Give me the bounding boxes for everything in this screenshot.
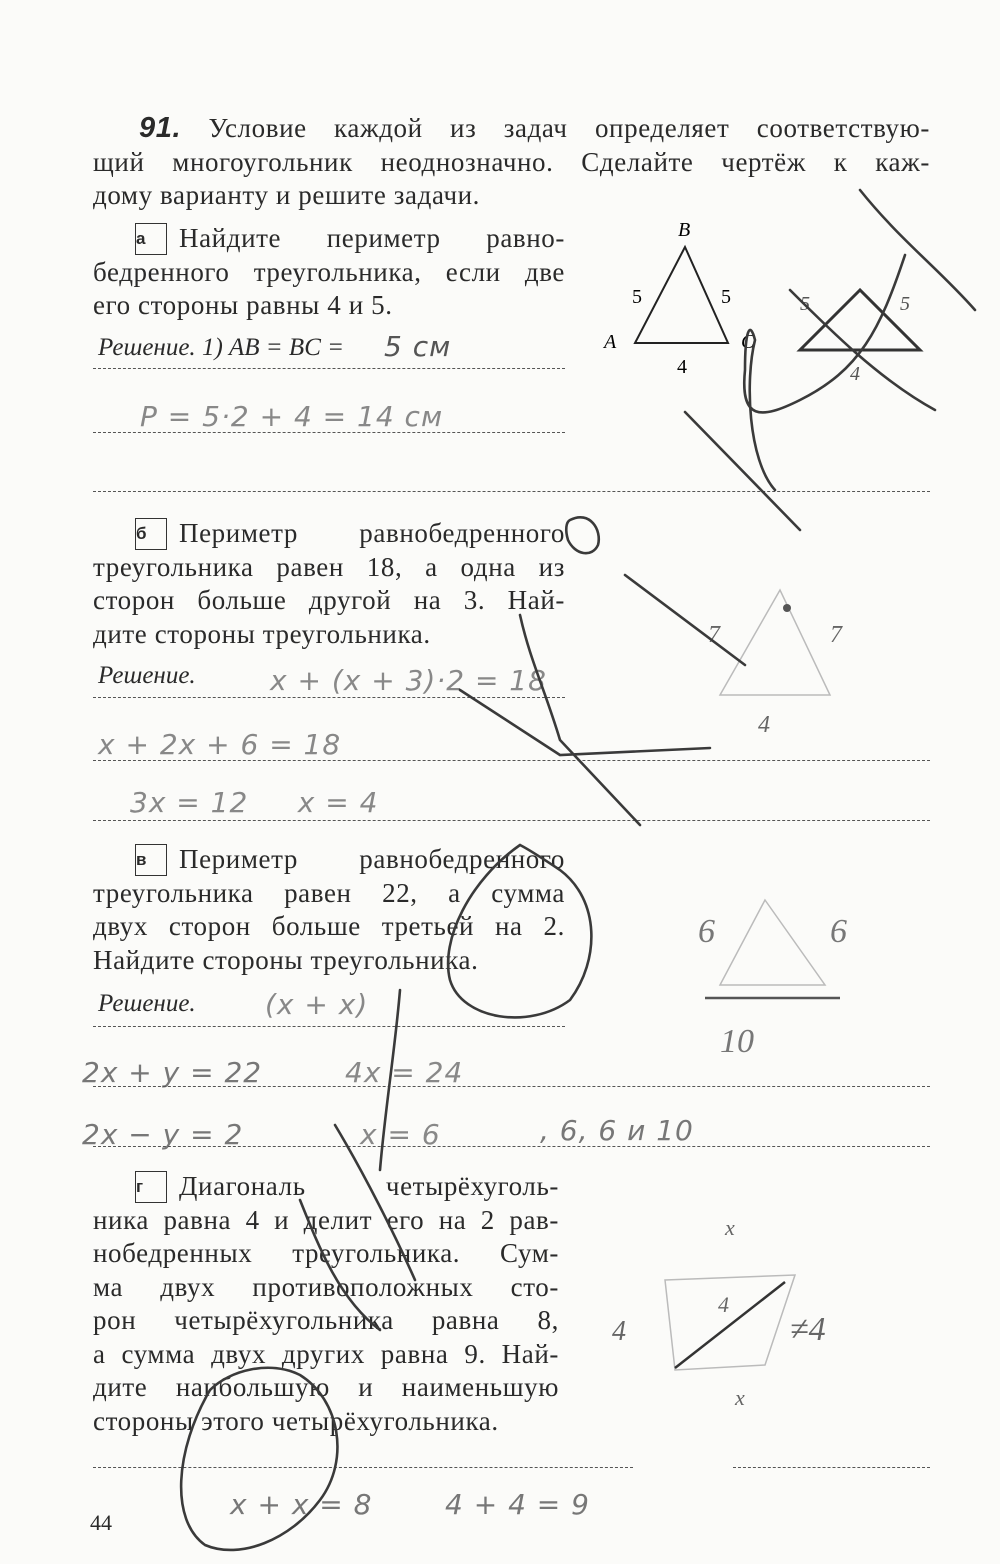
answer-line xyxy=(93,1086,930,1087)
side-ab-label: 5 xyxy=(632,286,642,308)
intro-line-3: дому варианту и решите задачи. xyxy=(93,180,481,210)
svg-text:7: 7 xyxy=(830,622,842,648)
sketch-quadrilateral-g xyxy=(600,1210,850,1410)
part-g-answer-2: 4 + 4 = 9 xyxy=(445,1488,590,1521)
part-b-answer-3: 3x = 12 x = 4 xyxy=(130,786,379,819)
sketch-triangle-b xyxy=(690,570,870,740)
part-v-answer-2: 2x + y = 22 xyxy=(82,1056,263,1089)
vertex-c-label: C xyxy=(741,331,755,353)
answer-line xyxy=(733,1467,930,1468)
side-bc-label: 5 xyxy=(721,286,731,308)
answer-line xyxy=(93,820,930,821)
svg-text:4: 4 xyxy=(718,1292,729,1317)
part-a-answer-2: P = 5·2 + 4 = 14 см xyxy=(140,400,444,433)
task-intro xyxy=(93,112,930,213)
part-b-answer-2: x + 2x + 6 = 18 xyxy=(98,728,342,761)
intro-line-2: щий многоугольник неоднозначно. Сделайте чертёж к каж- xyxy=(93,146,930,177)
part-b-solution-label: Решение. xyxy=(98,662,196,689)
part-g-label: г xyxy=(135,1171,167,1203)
triangle-figure-abc xyxy=(595,215,770,380)
svg-text:x: x xyxy=(725,1215,735,1240)
part-v-solution-label: Решение. xyxy=(98,990,196,1017)
svg-text:6: 6 xyxy=(830,913,847,950)
part-g-text: г Диагональ четырёхуголь- ника равна 4 и делит его на 2 рав- нобедренных треугольника. Сум- ма двух противоположных сто- рон четырёхугольника равна 8, а сумма двух других равна 9. Най- дите наибольшую и наименьшую стороны этого четырёхугольника. xyxy=(93,1171,559,1436)
svg-text:4: 4 xyxy=(758,712,770,738)
svg-text:5: 5 xyxy=(800,293,810,315)
part-b-text: б Периметр равнобедренного треугольника равен 18, а одна из сторон больше другой на 3. Най- дите стороны треугольника. xyxy=(93,518,565,649)
svg-text:7: 7 xyxy=(708,622,720,648)
svg-text:x: x xyxy=(735,1385,745,1410)
answer-line xyxy=(93,697,565,698)
part-b-label: б xyxy=(135,518,167,550)
part-v-text: в Периметр равнобедренного треугольника равен 22, а сумма двух сторон больше третьей на 2. Найдите стороны треугольника. xyxy=(93,844,565,975)
answer-line xyxy=(93,760,930,761)
sketch-triangle-v xyxy=(690,880,890,1070)
answer-line xyxy=(93,1026,565,1027)
part-v-answer-6: , 6, 6 и 10 xyxy=(540,1114,694,1147)
side-ac-label: 4 xyxy=(677,356,687,378)
part-v-answer-3: 4x = 24 xyxy=(345,1056,464,1089)
sketch-triangle-a xyxy=(780,270,940,400)
svg-text:≠4: ≠4 xyxy=(790,1311,826,1348)
answer-line xyxy=(93,1146,930,1147)
part-a-answer-1: 5 см xyxy=(384,330,452,363)
svg-text:4: 4 xyxy=(612,1316,626,1347)
answer-line xyxy=(93,491,930,492)
part-v-answer-5: x = 6 xyxy=(360,1118,441,1151)
part-b-answer-1: x + (x + 3)·2 = 18 xyxy=(270,664,547,697)
part-v-label: в xyxy=(135,844,167,876)
part-a-label: а xyxy=(135,223,167,255)
intro-line-1: 91. Условие каждой из задач определяет соответствую- xyxy=(139,112,930,144)
part-a-solution-label: Решение. 1) AB = BC = xyxy=(98,334,344,361)
answer-line xyxy=(93,368,565,369)
svg-text:5: 5 xyxy=(900,293,910,315)
part-v-answer-4: 2x − y = 2 xyxy=(82,1118,244,1151)
vertex-b-label: B xyxy=(678,219,691,241)
answer-line xyxy=(93,1467,633,1468)
svg-text:4: 4 xyxy=(850,363,860,385)
svg-text:6: 6 xyxy=(698,913,715,950)
svg-text:10: 10 xyxy=(720,1023,754,1060)
vertex-a-label: A xyxy=(604,331,617,353)
part-a-text: а Найдите периметр равно- бедренного треугольника, если две его стороны равны 4 и 5. xyxy=(93,223,565,320)
part-v-answer-1: (x + x) xyxy=(265,988,369,1021)
answer-line xyxy=(93,432,565,433)
part-g-answer-1: x + x = 8 xyxy=(230,1488,373,1521)
page-number: 44 xyxy=(90,1510,112,1535)
task-number: 91. xyxy=(139,112,182,144)
